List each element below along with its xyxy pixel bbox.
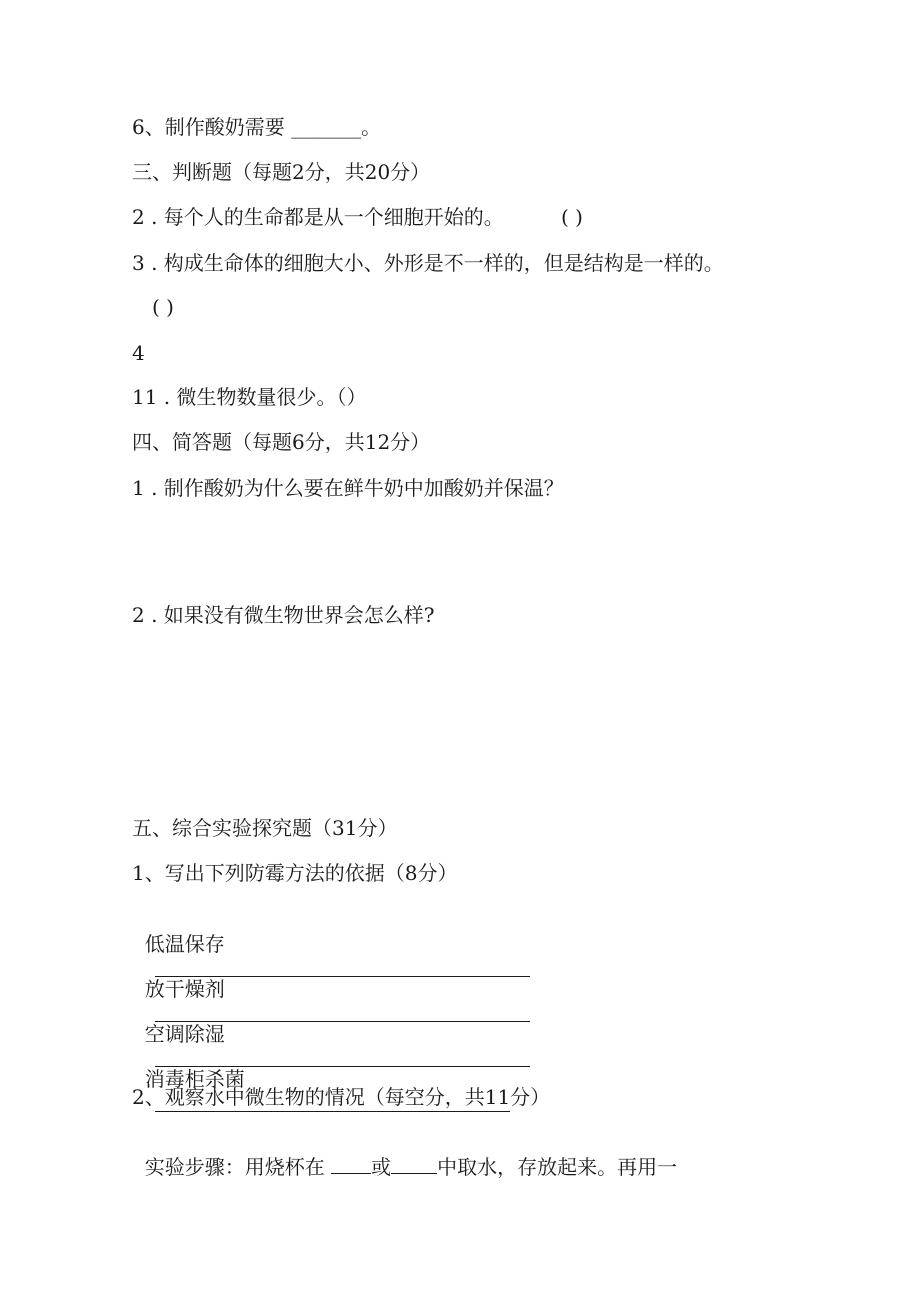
true-false-question-2: 2 . 每个人的生命都是从一个细胞开始的。 ( ): [132, 205, 583, 229]
short-answer-question-1: 1 . 制作酸奶为什么要在鲜牛奶中加酸奶并保温？: [132, 476, 564, 500]
experiment-step-text: [132, 1128, 677, 1180]
method-label: 空调除湿: [144, 1022, 225, 1046]
step-text-b: 或: [371, 1155, 392, 1179]
blank-line: [391, 1155, 437, 1174]
method-label: 放干燥剂: [144, 977, 225, 1001]
true-false-question-3: 3 . 构成生命体的细胞大小、外形是不一样的，但是结构是一样的。: [132, 251, 724, 275]
method-label: 消毒柜杀菌: [144, 1067, 245, 1091]
short-answer-question-2: 2 . 如果没有微生物世界会怎么样?: [132, 603, 435, 627]
method-label: 低温保存: [144, 932, 225, 956]
section-4-heading: 四、简答题（每题6分，共12分）: [132, 430, 431, 454]
stray-number-4: 4: [132, 341, 145, 365]
question-6-fill-blank: 6、制作酸奶需要 _______。: [132, 115, 382, 139]
step-text-c: 中取水，存放起来。再用一: [437, 1155, 678, 1179]
true-false-question-3-answer-paren: ( ): [152, 295, 174, 319]
step-text-a: 实验步骤：用烧杯在: [144, 1155, 332, 1179]
blank-line: [331, 1155, 371, 1174]
experiment-question-1: 1、写出下列防霉方法的依据（8分）: [132, 861, 458, 885]
section-3-heading: 三、判断题（每题2分，共20分）: [132, 160, 431, 184]
true-false-question-11: 11 . 微生物数量很少。（）: [132, 385, 367, 409]
experiment-question-2: 2、观察水中微生物的情况（每空分，共11分）: [132, 1085, 551, 1109]
section-5-heading: 五、综合实验探究题（31分）: [132, 816, 398, 840]
